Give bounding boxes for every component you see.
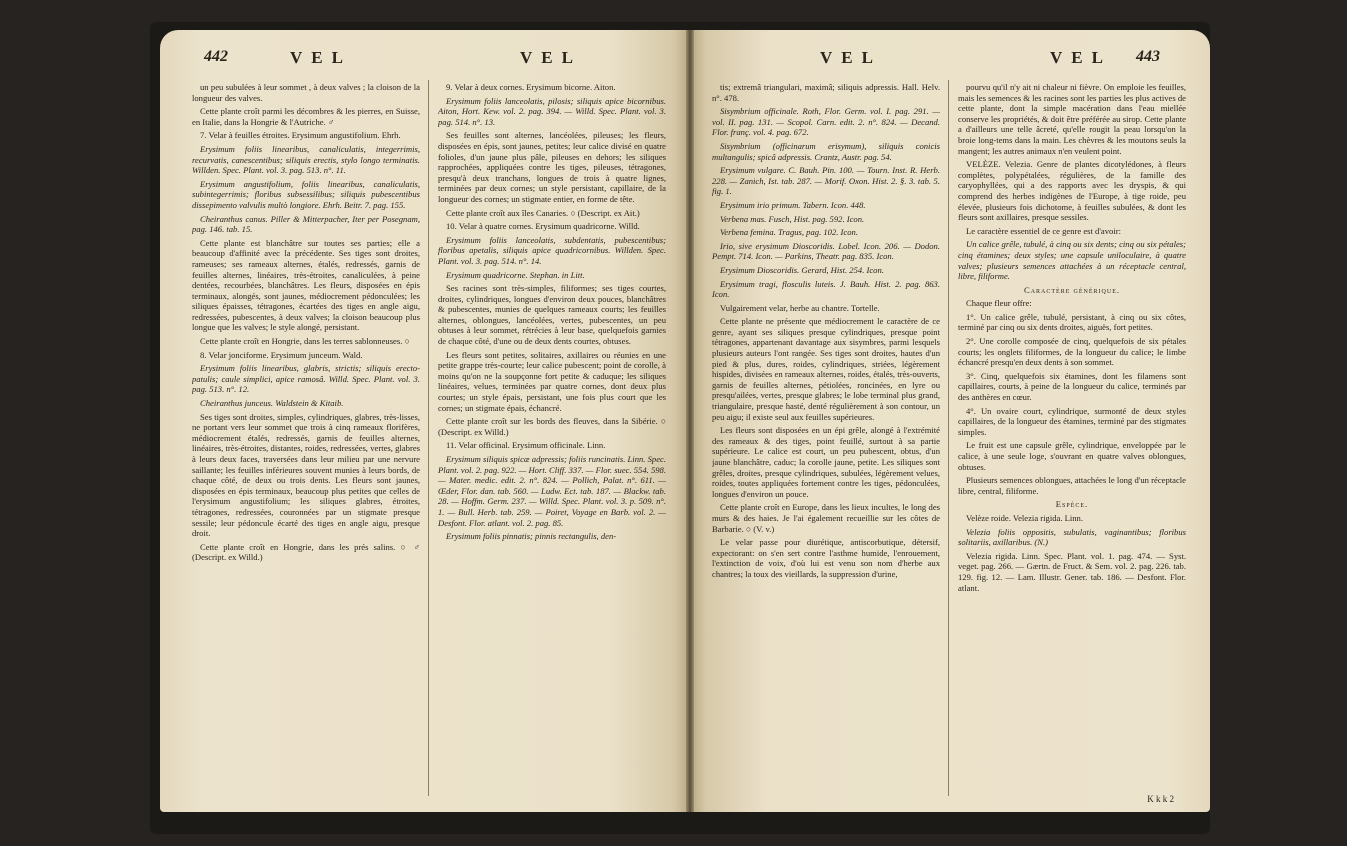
paragraph: 1°. Un calice grêle, tubulé, persistant, à cinq ou six côtes, terminé par cinq ou six dents droites, aiguës, fort petites. [958,311,1186,333]
paragraph: Velezia foliis oppositis, subulatis, vaginantibus; floribus solitariis, axillaribus. (N.) [958,526,1186,548]
paragraph: VELÈZE. Velezia. Genre de plantes dicotylédones, à fleurs complètes, polypétalées, régulières, de la famille des caryophyllées, qui a des rapports avec les dryspis, & qui comprend des herbes indigènes de l'Europe, à tige roide, peu élevée, plusieurs fois dichotome, à feuilles subulées, & dont les fleurs sont axillaires, presque sessiles. [958,159,1186,223]
paragraph: Verbena femina. Tragus, pag. 102. Icon. [720,227,858,238]
paragraph: tis; extremâ triangulari, maximâ; siliquis adpressis. Hall. Helv. n°. 478. [712,82,940,103]
paragraph: 4°. Un ovaire court, cylindrique, surmonté de deux styles capillaires, de la longueur des étamines, terminé par des stigmates simples. [958,405,1186,437]
paragraph: Verbena mas. Fusch, Hist. pag. 592. Icon. [720,213,865,224]
paragraph: Cette plante ne présente que médiocrement le caractère de ce genre, ayant ses siliques presque cylindriques, presque point tétragones, appartenant davantage aux sisymbres, parmi lesquels plusieurs auteurs l'ont rangée. Ses tiges sont droites, hautes d'un pied & plus, dures, roides, cylindriques, striées, légèrement hispides, divisées en rameaux alternes, roides, étalés, très-ouverts, garnis de feuilles alternes, pétiolées, roncinées, en lyre ou presqu'ailées, vertes, presque glabres; le lobe terminal plus grand, triangulaire, presque hasté, denté régulièrement à son contour, un peu aigu; il existe seul aux feuilles supérieures. [712,316,940,422]
paragraph: Cheiranthus canus. Piller & Mitterpacher, Iter per Posegnam, pag. 146. tab. 15. [192,213,420,235]
right-column-1 [712,82,940,802]
paragraph: Les fleurs sont petites, solitaires, axillaires ou réunies en une petite grappe très-courte; leur calice pubescent; point de corolle, à moins qu'on ne la soupçonne fort petite & caduque; les siliques linéaires, velues, terminées par quatre cornes, dont deux plus courtes; un style épais, persistant, une fois plus court que les cornes; un stigmate épais, échancré. [438,349,666,413]
paragraph: Cette plante croît sur les bords des fleuves, dans la Sibérie. ○ (Descript. ex Willd.) [438,416,666,437]
right-page [690,30,1210,812]
paragraph: Espèce. [1055,499,1089,510]
book-gutter [686,30,694,812]
paragraph: Erysimum angustifolium, foliis linearibus, canaliculatis, subintegerrimis; floribus subsessilibus; siliquis pubescentibus dissepimento valvulis multò longiore. Ehrh. Beitr. 7. pag. 155. [192,178,420,210]
paragraph: Cette plante croît en Hongrie, dans les prés salins. ○ ♂ (Descript. ex Willd.) [192,541,420,563]
paragraph: Cette plante croît parmi les décombres & les pierres, en Suisse, en Italie, dans la Hongrie & l'Autriche. ♂ [192,106,420,127]
paragraph: 9. Velar à deux cornes. Erysimum bicorne. Aiton. [446,82,616,92]
paragraph: Velèze roide. Velezia rigida. Linn. [966,512,1084,523]
paragraph: Erysimum foliis pinnatis; pinnis rectangulis, den- [446,531,617,542]
running-header-right-1: VEL [820,48,882,67]
paragraph: Cette plante croît aux îles Canaries. ○ (Descript. ex Ait.) [446,207,640,218]
paragraph: Erysimum foliis linearibus, glabris, strictis; siliquis erecto-patulis; caule simplici, apice ramosâ. Willd. Spec. Plant. vol. 3. pag. 513. n°. 12. [192,363,420,395]
paragraph: Erysimum vulgare. C. Bauh. Pin. 100. — Tourn. Inst. R. Herb. 228. — Zanich, Ist. tab. 287. — Morif. Oxon. Hist. 2. §. 3. tab. 5. fig. 1. [712,165,940,197]
paragraph: Cette plante est blanchâtre sur toutes ses parties; elle a beaucoup d'affinité avec la précédente. Ses tiges sont droites, rameuses; ses rameaux alternes, étalés, redressés, garnis de feuilles alternes, linéaires, très-étroites, canaliculées, à peine dentées, recourbées, blanchâtres. Les fleurs, disposées en épis terminaux, alongés, sont jaunes, médiocrement pédonculées; les siliques épaisses, tétragones, écartées des tiges en angle aigu, redressées, pubescentes, à deux valves; la cloison beaucoup plus longue que les valves; le style alongé, persistant. [192,237,420,333]
running-header-left-2: VEL [520,48,582,67]
page-number-left: 442 [204,48,228,65]
paragraph: 10. Velar à quatre cornes. Erysimum quadricorne. Willd. [446,221,640,232]
paragraph: un peu subulées à leur sommet , à deux valves ; la cloison de la longueur des valves. [192,82,420,103]
paragraph: 8. Velar jonciforme. Erysimum junceum. Wald. [200,349,363,360]
left-page [160,30,690,812]
paragraph: Ses tiges sont droites, simples, cylindriques, glabres, très-lisses, ne portant vers leur sommet que trois à cinq rameaux florifères, médiocrement étalés, redressés, garnis de feuilles alternes, linéaires, très-étroites, distantes, roides, redressées, vertes, glabres à leurs deux faces, traversées dans leur milieu par une nervure saillante; les feuilles inférieures souvent munies à leurs bords, de chaque côté, de deux ou trois dents. Les fleurs sont jaunes, disposées en épis terminaux, beaucoup plus petites que celles de l'erysimum angustifolium; les siliques glabres, étroites, tétragones, redressées, couronnées par un stigmate presque sessile; leur pédoncule écarté des tiges en angle aigu, presque droit. [192,411,420,539]
paragraph: 11. Velar officinal. Erysimum officinale. Linn. [446,440,606,451]
paragraph: Ses racines sont très-simples, filiformes; ses tiges courtes, droites, cylindriques, longues d'environ deux pouces, blanchâtres & pubescentes, munies de quelques rameaux courts; les feuilles alternes, oblongues, lancéolées, vertes, pubescentes, un peu obtuses à leur sommet, rétrécies à leur base, quelquefois garnies de chaque côté, d'une ou de deux dents courtes, obtuses. [438,283,666,347]
paragraph: Caractère générique. [1023,284,1121,295]
paragraph: Le velar passe pour diurétique, antiscorbutique, détersif, expectorant: on s'en sert contre l'asthme humide, l'enrouement, l'extinction de voix, d'où lui est venu son nom d'herbe aux chantres; la toux des vieillards, la suppression d'urine, [712,537,940,579]
paragraph: Le caractère essentiel de ce genre est d'avoir: [966,225,1121,236]
paragraph: Erysimum foliis lanceolatis, pilosis; siliquis apice bicornibus. Aiton, Hort. Kew. vol. 2. pag. 394. — Willd. Spec. Plant. vol. 3. pag. 514. n°. 13. [438,95,666,127]
paragraph: Les fleurs sont disposées en un épi grêle, alongé à l'extrémité des rameaux & des tiges, point feuillé, surtout à sa partie supérieure. Le calice est court, un peu pubescent, obtus, d'un jaune blanchâtre, caduc; la corolle jaune, petite. Les siliques sont grêles, droites, presque cylindriques, subulées, légèrement velues, roides, toutes appliquées fortement contre les tiges, pédonculées, longues d'environ un pouce. [712,425,940,499]
paragraph: Sisymbrium officinale. Roth, Flor. Germ. vol. I. pag. 291. — vol. II. pag. 131. — Scopol. Carn. edit. 2. n°. 824. — Decand. Flor. franç. vol. 4. pag. 672. [712,106,940,138]
paragraph: Erysimum foliis linearibus, canaliculatis, integerrimis, recurvatis, canescentibus; siliquis erectis, stylo longo terminatis. Willden. Spec. Plant. vol. 3. pag. 513. n°. 11. [192,143,420,176]
paragraph: Irio, sive erysimum Dioscoridis. Lobel. Icon. 206. — Dodon. Pempt. 714. Icon. — Parkins, Theatr. pag. 835. Icon. [712,240,940,262]
paragraph: Cette plante croît en Hongrie, dans les terres sablonneuses. ○ [200,336,410,347]
right-column-2 [958,82,1186,802]
paragraph: Velezia rigida. Linn. Spec. Plant. vol. 1. pag. 474. — Syst. veget. pag. 266. — Gærtn. de Fruct. & Sem. vol. 2. pag. 226. tab. 129. fig. 12. — Lam. Illustr. Gener. tab. 186. — Desfont. Flor. atlant. [958,550,1186,593]
paragraph: Cheiranthus junceus. Waldstein & Kitaib. [200,398,344,409]
paragraph: pourvu qu'il n'y ait ni chaleur ni fièvre. On emploie les feuilles, mais les semences & les racines sont les parties les plus actives de cette plante, dont la simple macération dans l'eau miellée conserve les propriétés, & doit être préférée au sirop. Cette plante a d'ailleurs une telle âcreté, qu'elle rougit la peau lorsqu'on la broie long-tems dans la main. Les chèvres & les moutons seuls la mangent; les autres animaux n'en veulent point. [958,82,1186,156]
column-rule-right [948,80,949,796]
left-column-2 [438,82,666,802]
page-number-right: 443 [1136,48,1160,65]
paragraph: Le fruit est une capsule grêle, cylindrique, enveloppée par le calice, à une seule loge, s'ouvrant en quatre valves oblongues, obtuses. [958,440,1186,472]
paragraph: Erysimum siliquis spicæ adpressis; foliis runcinatis. Linn. Spec. Plant. vol. 2. pag. 922. — Hort. Cliff. 337. — Flor. suec. 554. 598. — Mater. medic. edit. 2. n°. 824. — Pollich, Palat. n°. 611. — Œder, Flor. dan. tab. 560. — Ludw. Ect. tab. 187. — Blackw. tab. 28. — Hoffm. Germ. 237. — Willd. Spec. Plant. vol. 3. p. 509. n°. 1. — Bull. Herb. tab. 259. — Poiret, Voyage en Barb. vol. 2. — Desfont. Flor. atlant. vol. 2. pag. 85. [438,454,666,528]
catchword: K k k 2 [1147,794,1174,804]
paragraph: Chaque fleur offre: [966,298,1032,309]
paragraph: Sisymbrium (officinarum erisymum), siliquis conicis multangulis; spicâ adpressis. Crantz, Austr. pag. 54. [712,140,940,162]
paragraph: Ses feuilles sont alternes, lancéolées, pileuses; les fleurs, disposées en épis, sont jaunes, petites; leur calice divisé en quatre folioles, d'un jaune plus pâle, pileuses en dehors; les siliques rapprochées, appliquées contre les tiges, pileuses, tétragones, presqu'à deux tranchans, longues de trois à quatre lignes, terminées par deux cornes; un style persistant, capillaire, de la longueur des cornes; un stigmate entier, en forme de tête. [438,130,666,204]
paragraph: Cette plante croît en Europe, dans les lieux incultes, le long des murs & des haies. Je l'ai également recueillie sur les côtes de Barbarie. ○ (V. v.) [712,502,940,534]
running-header-left-1: VEL [290,48,352,67]
paragraph: Erysimum Dioscoridis. Gerard, Hist. 254. Icon. [720,264,884,275]
running-header-right-2: VEL [1050,48,1112,67]
column-rule-left [428,80,429,796]
paragraph: 7. Velar à feuilles étroites. Erysimum angustifolium. Ehrh. [200,130,401,141]
left-column-1 [192,82,420,802]
paragraph: 2°. Une corolle composée de cinq, quelquefois de six pétales courts; les onglets filiformes, de la longueur du calice; le limbe échancré presqu'en deux dents à son sommet. [958,336,1186,368]
paragraph: Vulgairement velar, herbe au chantre. Tortelle. [720,302,880,313]
paragraph: Un calice grêle, tubulé, à cinq ou six dents; cinq ou six pétales; cinq étamines; deux styles; une capsule uniloculaire, à quatre valves; plusieurs semences attachées à un réceptacle central, libre, filiforme. [958,239,1186,282]
paragraph: Erysimum foliis lanceolatis, subdentatis, pubescentibus; floribus apetalis, siliquis apice quadricornibus. Willden. Spec. Plant. vol. 3. pag. 514. n°. 14. [438,234,666,266]
paragraph: Erysimum tragi, flosculis luteis. J. Bauh. Hist. 2. pag. 863. Icon. [712,278,940,300]
paragraph: Plusieurs semences oblongues, attachées le long d'un réceptacle libre, central, filiforme. [958,475,1186,496]
paragraph: Erysimum quadricorne. Stephan. in Litt. [446,269,585,280]
paragraph: 3°. Cinq, quelquefois six étamines, dont les filamens sont capillaires, courts, à peine de la longueur du calice, terminés par des anthères en cœur. [958,370,1186,403]
paragraph: Erysimum irio primum. Tabern. Icon. 448. [720,199,866,210]
